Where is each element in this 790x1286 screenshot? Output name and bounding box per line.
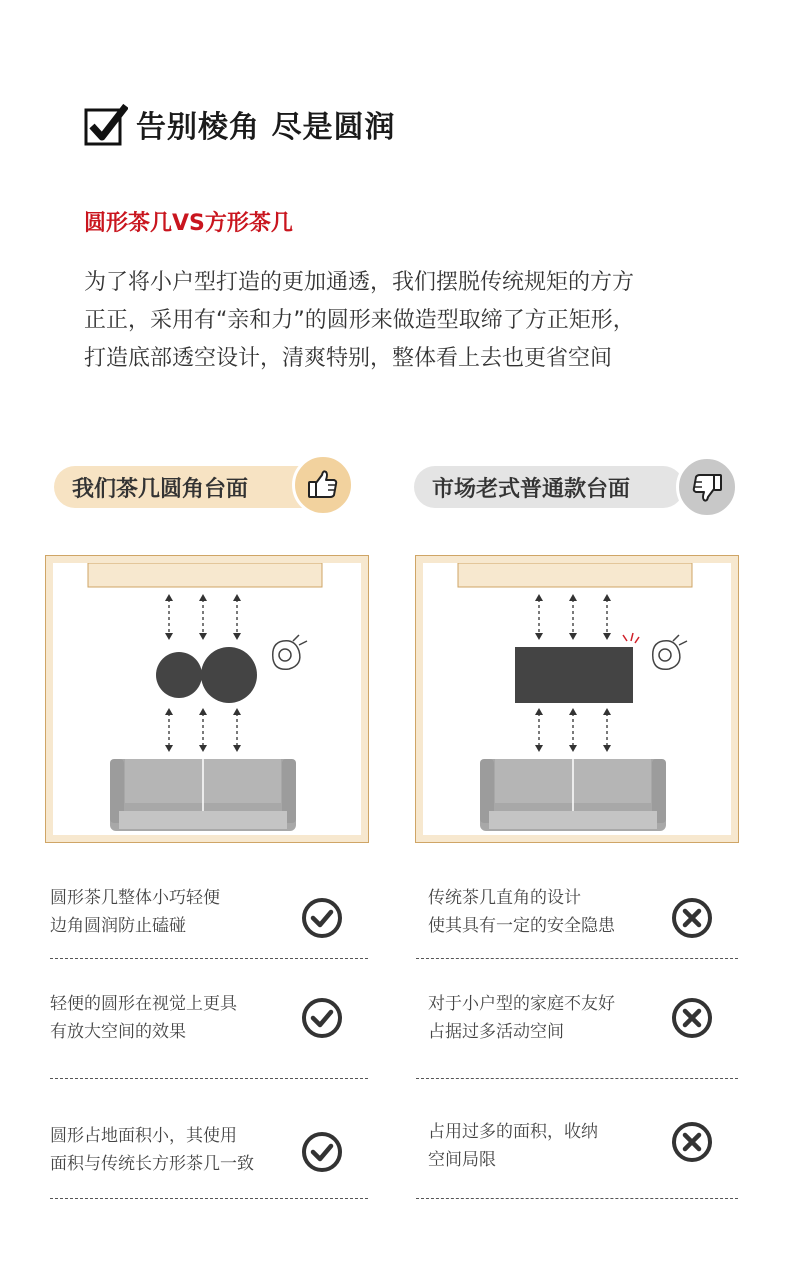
divider: [50, 1198, 368, 1199]
x-circle-icon: [670, 996, 714, 1040]
feature-line: 对于小户型的家庭不友好: [428, 994, 615, 1014]
room-floorplan: [423, 563, 731, 835]
right-feature-1: [428, 884, 615, 940]
right-feature-2: [428, 990, 615, 1046]
thumbs-up-icon: [305, 467, 341, 503]
feature-line: 使其具有一定的安全隐患: [428, 916, 615, 936]
check-circle-icon: [300, 896, 344, 940]
feature-line: 圆形占地面积小，其使用: [50, 1126, 237, 1146]
sofa: [480, 759, 666, 831]
market-table-label: 市场老式普通款台面: [414, 466, 684, 508]
left-feature-1: [50, 884, 220, 940]
divider: [416, 1198, 738, 1199]
intro-paragraph: [84, 264, 744, 378]
left-feature-2: [50, 990, 237, 1046]
title-row: [84, 100, 395, 148]
tv-cabinet: [458, 563, 692, 587]
intro-line: 为了将小户型打造的更加通透，我们摆脱传统规矩的方方: [84, 270, 635, 295]
x-circle-icon: [670, 896, 714, 940]
intro-line: 正正，采用有“亲和力”的圆形来做造型取缔了方正矩形，: [84, 308, 635, 333]
intro-line: 打造底部透空设计，清爽特别，整体看上去也更省空间: [84, 346, 613, 371]
round-table-small: [156, 652, 202, 698]
thumbs-down-icon: [689, 469, 725, 505]
robot-vacuum-icon: [273, 635, 307, 669]
round-table-room-diagram: [46, 556, 368, 842]
tv-cabinet: [88, 563, 322, 587]
feature-line: 占据过多活动空间: [428, 1022, 564, 1042]
check-circle-icon: [300, 996, 344, 1040]
feature-line: 传统茶几直角的设计: [428, 888, 581, 908]
feature-line: 占用过多的面积，收纳: [428, 1122, 598, 1142]
checkbox-check-icon: [84, 102, 128, 146]
impact-mark: [623, 633, 639, 643]
feature-line: 面积与传统长方形茶几一致: [50, 1154, 254, 1174]
feature-line: 轻便的圆形在视觉上更具: [50, 994, 237, 1014]
thumbs-down-badge: [676, 456, 738, 518]
divider: [50, 958, 368, 959]
divider: [416, 1078, 738, 1079]
x-circle-icon: [670, 1120, 714, 1164]
feature-line: 空间局限: [428, 1150, 496, 1170]
page-title: 告别棱角 尽是圆润: [136, 110, 396, 145]
round-table-large: [201, 647, 257, 703]
feature-line: 圆形茶几整体小巧轻便: [50, 888, 220, 908]
room-floorplan: [53, 563, 361, 835]
robot-vacuum-icon: [653, 635, 687, 669]
divider: [416, 958, 738, 959]
right-feature-3: [428, 1118, 598, 1174]
thumbs-up-badge: [292, 454, 354, 516]
left-feature-3: [50, 1122, 254, 1178]
sofa: [110, 759, 296, 831]
comparison-subtitle: 圆形茶几VS方形茶几: [84, 211, 293, 236]
check-circle-icon: [300, 1130, 344, 1174]
feature-line: 有放大空间的效果: [50, 1022, 186, 1042]
our-table-label: 我们茶几圆角台面: [54, 466, 324, 508]
divider: [50, 1078, 368, 1079]
square-table: [515, 647, 633, 703]
square-table-room-diagram: [416, 556, 738, 842]
feature-line: 边角圆润防止磕碰: [50, 916, 186, 936]
